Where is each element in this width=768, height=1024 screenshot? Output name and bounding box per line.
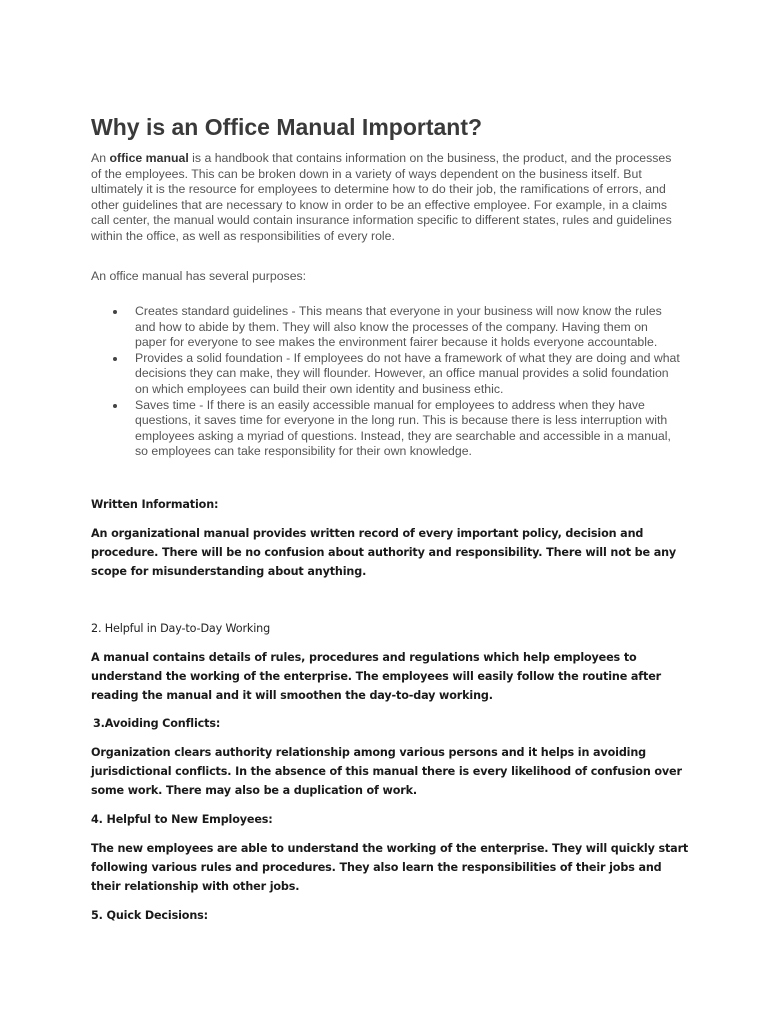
list-item: [91, 351, 681, 398]
purposes-list: [91, 304, 681, 460]
section-body-conflicts: Organization clears authority relationship among various persons and it helps in avoiding jurisdictional conflicts. In the absence of this manual there is every likelihood of confusion over some work. There may also be a duplication of work.: [91, 746, 682, 797]
bullet-icon: [113, 357, 117, 361]
list-item-text: Provides a solid foundation - If employees do not have a framework of what they are doing and what decisions they can make, they will flounder. However, an office manual provides a solid foundation on which employees can build their own identity and business ethic.: [135, 350, 680, 396]
section-heading-new-employees: 4. Helpful to New Employees:: [91, 813, 273, 826]
intro-rest: is a handbook that contains information on the business, the product, and the processes of the employees. This can be broken down in a variety of ways dependent on the business itself. But ultimately it is the resource for employees to determine how to do their job, the ramifications of errors, and other guidelines that are necessary to know in order to be an effective employee. For example, in a claims call center, the manual would contain insurance information specific to different states, rules and guidelines within the office, as well as responsibilities of every role.: [91, 151, 672, 243]
section-heading-day-to-day: 2. Helpful in Day-to-Day Working: [91, 622, 271, 635]
section-body-new-employees: The new employees are able to understand the working of the enterprise. They will quickly start following various rules and procedures. They also learn the responsibilities of their jobs and their relationship with other jobs.: [91, 842, 689, 893]
section-heading-conflicts: 3.Avoiding Conflicts:: [93, 717, 221, 730]
section-heading-written: Written Information:: [91, 498, 219, 511]
intro-paragraph: [91, 151, 681, 245]
list-item: [91, 398, 681, 460]
bullet-icon: [113, 310, 117, 314]
section-heading-quick-decisions: 5. Quick Decisions:: [91, 909, 208, 922]
section-body-written: An organizational manual provides written record of every important policy, decision and procedure. There will be no confusion about authority and responsibility. There will not be any scope for misunderstanding about anything.: [91, 527, 677, 578]
purposes-intro: An office manual has several purposes:: [91, 269, 307, 283]
list-item-text: Saves time - If there is an easily accessible manual for employees to address when they have questions, it saves time for everyone in the long run. This is because there is less interruption with employees asking a myriad of questions. Instead, they are searchable and accessible in a manual, so employees can take responsibility for their own knowledge.: [135, 397, 671, 459]
bullet-icon: [113, 404, 117, 408]
list-item-text: Creates standard guidelines - This means that everyone in your business will now know the rules and how to abide by them. They will also know the processes of the company. Having them on paper for everyone to see makes the environment fairer because it holds everyone accountable.: [135, 304, 662, 350]
page-title: Why is an Office Manual Important?: [91, 114, 483, 140]
section-body-day-to-day: A manual contains details of rules, procedures and regulations which help employees to understand the working of the enterprise. The employees will easily follow the routine after reading the manual and it will smoothen the day-to-day working.: [91, 651, 662, 702]
list-item: [91, 304, 681, 351]
intro-bold-term: office manual: [109, 151, 189, 165]
intro-prefix: An: [91, 151, 110, 165]
